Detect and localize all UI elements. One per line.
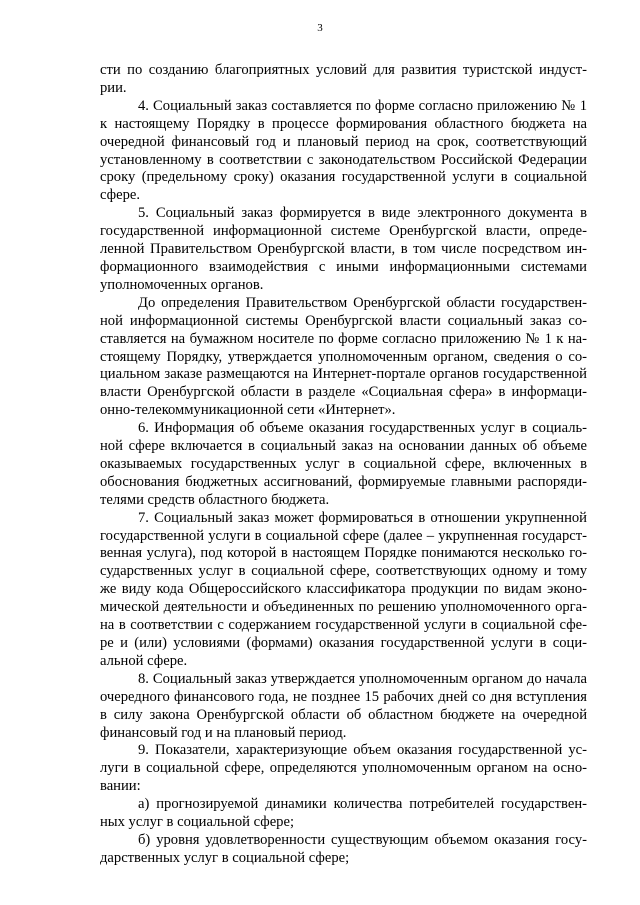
text-line: 6. Информация об объеме оказания государственных услуг в социаль- (138, 420, 587, 437)
text-line: ной сфере включается в социальный заказ на основании данных об объеме (100, 438, 587, 455)
document-body (100, 62, 587, 868)
text-line: ставляется на бумажном носителе по форме согласно приложению № 1 к на- (100, 330, 587, 347)
text-line: установленному в соответствии с законодательством Российской Федерации (100, 151, 587, 168)
text-line: телями средств областного бюджета. (100, 491, 330, 508)
text-line: сфере. (100, 187, 141, 204)
text-line: сроку (предельному сроку) оказания государственной услуги в социальной (100, 169, 587, 186)
text-line: очередной финансовый год и плановый период на срок, соответствующий (100, 133, 587, 150)
text-line: уполномоченных органов. (100, 276, 264, 293)
text-line: сти по созданию благоприятных условий для развития туристской индуст- (100, 62, 587, 78)
paragraph-5-continued (100, 295, 587, 420)
text-line: ре и (или) условиями (формами) оказания государственной услуги в соци- (100, 635, 587, 651)
text-line: дарственных услуг в социальной сфере; (100, 849, 350, 866)
text-line: онно-телекоммуникационной сети «Интернет». (100, 402, 396, 419)
paragraph-5 (100, 205, 587, 295)
text-line: к настоящему Порядку в процессе формирования областного бюджета на (100, 115, 587, 132)
text-line: мической деятельности и объединенных по решению уполномоченного орга- (100, 599, 587, 616)
paragraph-9b (100, 832, 587, 868)
paragraph-4 (100, 98, 587, 205)
text-line: обоснования бюджетных ассигнований, формируемые главными распоряди- (100, 473, 587, 490)
text-line: в силу закона Оренбургской области об областном бюджете на очередной (100, 706, 587, 723)
text-line: альной сфере. (100, 652, 188, 669)
text-line: на в соответствии с содержанием государственной услуги в социальной сфе- (100, 617, 587, 634)
paragraph-9 (100, 742, 587, 796)
text-line: государственной информационной системе Оренбургской власти, опреде- (100, 223, 587, 240)
text-line: 4. Социальный заказ составляется по форме согласно приложению № 1 (138, 97, 587, 114)
paragraph-continuation (100, 62, 587, 98)
text-line: власти Оренбургской области в разделе «Социальная сфера» в информаци- (100, 384, 587, 401)
text-line: До определения Правительством Оренбургской области государствен- (138, 294, 587, 311)
text-line: ной информационной системы Оренбургской власти социальный заказ со- (100, 312, 587, 329)
text-line: финансовый год и на плановый период. (100, 724, 347, 741)
text-line: государственной услуги в социальной сфере (далее – укрупненная государст- (100, 527, 587, 544)
paragraph-7 (100, 510, 587, 671)
text-line: 9. Показатели, характеризующие объем оказания государственной ус- (138, 742, 587, 759)
text-line: же виду кода Общероссийского классификатора продукции по видам эконо- (100, 581, 587, 598)
text-line: ленной Правительством Оренбургской власти, в том числе посредством ин- (100, 241, 587, 258)
paragraph-9a (100, 796, 587, 832)
page-number: 3 (317, 22, 323, 34)
paragraph-8 (100, 671, 587, 743)
text-line: стоящему Порядку, утверждается уполномоченным органом, сведения о со- (100, 348, 587, 365)
text-line: венная услуга), под которой в настоящем Порядке понимаются несколько го- (100, 545, 587, 562)
text-line: луги в социальной сфере, определяются уполномоченным органом на осно- (100, 760, 587, 777)
text-line: формационного взаимодействия с иными информационными системами (100, 258, 587, 275)
paragraph-6 (100, 420, 587, 510)
text-line: циальном заказе размещаются на Интернет-портале органов государственной (100, 366, 587, 383)
text-line: рии. (100, 79, 127, 96)
text-line: 8. Социальный заказ утверждается уполномоченным органом до начала (138, 670, 587, 687)
text-line: вании: (100, 778, 141, 795)
text-line: 5. Социальный заказ формируется в виде электронного документа в (138, 205, 587, 222)
text-line: а) прогнозируемой динамики количества потребителей государствен- (138, 796, 587, 813)
text-line: оказываемых государственных услуг в социальной сфере, включенных в (100, 455, 587, 472)
text-line: ных услуг в социальной сфере; (100, 814, 295, 831)
text-line: сударственных услуг в социальной сфере, соответствующих одному и тому (100, 563, 587, 580)
text-line: 7. Социальный заказ может формироваться в отношении укрупненной (138, 509, 587, 526)
text-line: б) уровня удовлетворенности существующим объемом оказания госу- (138, 831, 587, 848)
text-line: очередного финансового года, не позднее 15 рабочих дней со дня вступления (100, 688, 587, 705)
